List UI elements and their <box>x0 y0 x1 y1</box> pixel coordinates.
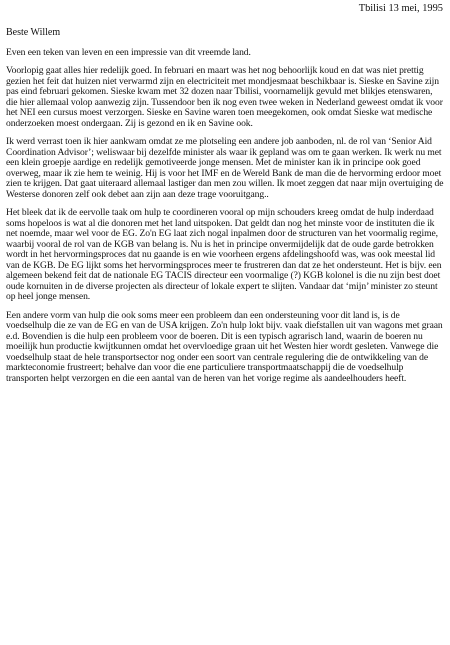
letter-paragraph-1 <box>6 48 445 59</box>
letter-salutation: Beste Willem <box>6 27 61 38</box>
letter-paragraph-5 <box>6 311 445 385</box>
letter-paragraph-2 <box>6 66 445 129</box>
letter-dateline: Tbilisi 13 mei, 1995 <box>358 3 443 14</box>
paragraph-text: Voorlopig gaat alles hier redelijk goed. In februari en maart was het nog behoorlijk koud en dat was niet prettig gezien het feit dat huizen niet verwarmd zijn en electriciteit met mondjesmaat beschikbaar is. Sieske en Savine zijn pas eind februari gekomen. Sieske kwam met 32 dozen naar Tbilisi, voornamelijk gevuld met blikjes etenswaren, die hier allemaal volop aanwezig zijn. Tussendoor ben ik nog even twee weken in Nederland geweest omdat ik voor het NEI een cursus moest verzorgen. Sieske en Savine waren toen meegekomen, ook omdat Sieske wat medische onderzoeken moest ondergaan. Zij is gezond en ik en Savine ook. <box>6 65 443 129</box>
paragraph-text: Even een teken van leven en een impressie van dit vreemde land. <box>6 46 251 58</box>
letter-paragraph-4 <box>6 208 445 303</box>
letter-paragraph-3 <box>6 137 445 200</box>
paragraph-text: Ik werd verrast toen ik hier aankwam omdat ze me plotseling een andere job aanboden, nl. de rol van ‘Senior Aid Coordination Advisor’; weliswaar bij dezelfde minister als waar ik gepland was om te gaan werken. Ik werk nu met een klein groepje aardige en redelijk gemotiveerde jonge mensen. Met de minister kan ik in principe ook goed overweg, maar ik zie hem te weinig. Hij is voor het IMF en de Wereld Bank de man die de hervorming erdoor moet zien te krijgen. Dat gaat uiteraard allemaal lastiger dan men zou willen. Ik moet zeggen dat naar mijn overtuiging de Westerse donoren zelf ook debet aan zijn aan deze trage vooruitgang.. <box>6 136 444 200</box>
paragraph-text: Het bleek dat ik de eervolle taak om hulp te coordineren vooral op mijn schouders kreeg omdat de hulp inderdaad soms hopeloos is wat al die donoren met het land uitspoken. Dat geldt dan nog het minste voor de instituten die ik net noemde, maar wel voor de EG. Zo'n EG laat zich nogal inpalmen door de structuren van het voormalig regime, waarbij vooral de rol van de KGB van belang is. Nu is het in principe onvermijdelijk dat de oude garde betrokken wordt in het hervormingsproces dat nu gaande is en wie voorheen ergens afdelingshoofd was, was ook meestal lid van de KGB. De EG lijkt soms het hervormingsproces meer te frustreren dan dat ze het ondersteunt. Het is bijv. een algemeen bekend feit dat de nationale EG TACIS directeur een voormalige (?) KGB kolonel is die nu zijn best doet oude kornuiten in de diverse projecten als directeur of lokale expert te slijten. Vandaar dat ‘mijn’ minister zo steunt op heel jonge mensen. <box>6 207 442 302</box>
paragraph-text: Een andere vorm van hulp die ook soms meer een probleem dan een ondersteuning voor dit land is, is de voedselhulp die ze van de EG en van de USA krijgen. Zo'n hulp lokt bijv. vaak diefstallen uit van wagons met graan e.d. Bovendien is die hulp een probleem voor de boeren. Dit is een typisch agrarisch land, waarin de boeren nu moeilijk hun productie kwijtkunnen omdat het overvloedige graan uit het Westen hier wordt gesleten. Vanwege die voedselhulp staat de hele transportsector nog onder een soort van centrale regulering die de ontwikkeling van de markteconomie frustreert; behalve dan voor die ene particuliere transportmaatschappij die de voedselhulp transporten helpt verzorgen en die een aantal van de heren van het vorige regime als aandeelhouders heeft. <box>6 309 443 384</box>
